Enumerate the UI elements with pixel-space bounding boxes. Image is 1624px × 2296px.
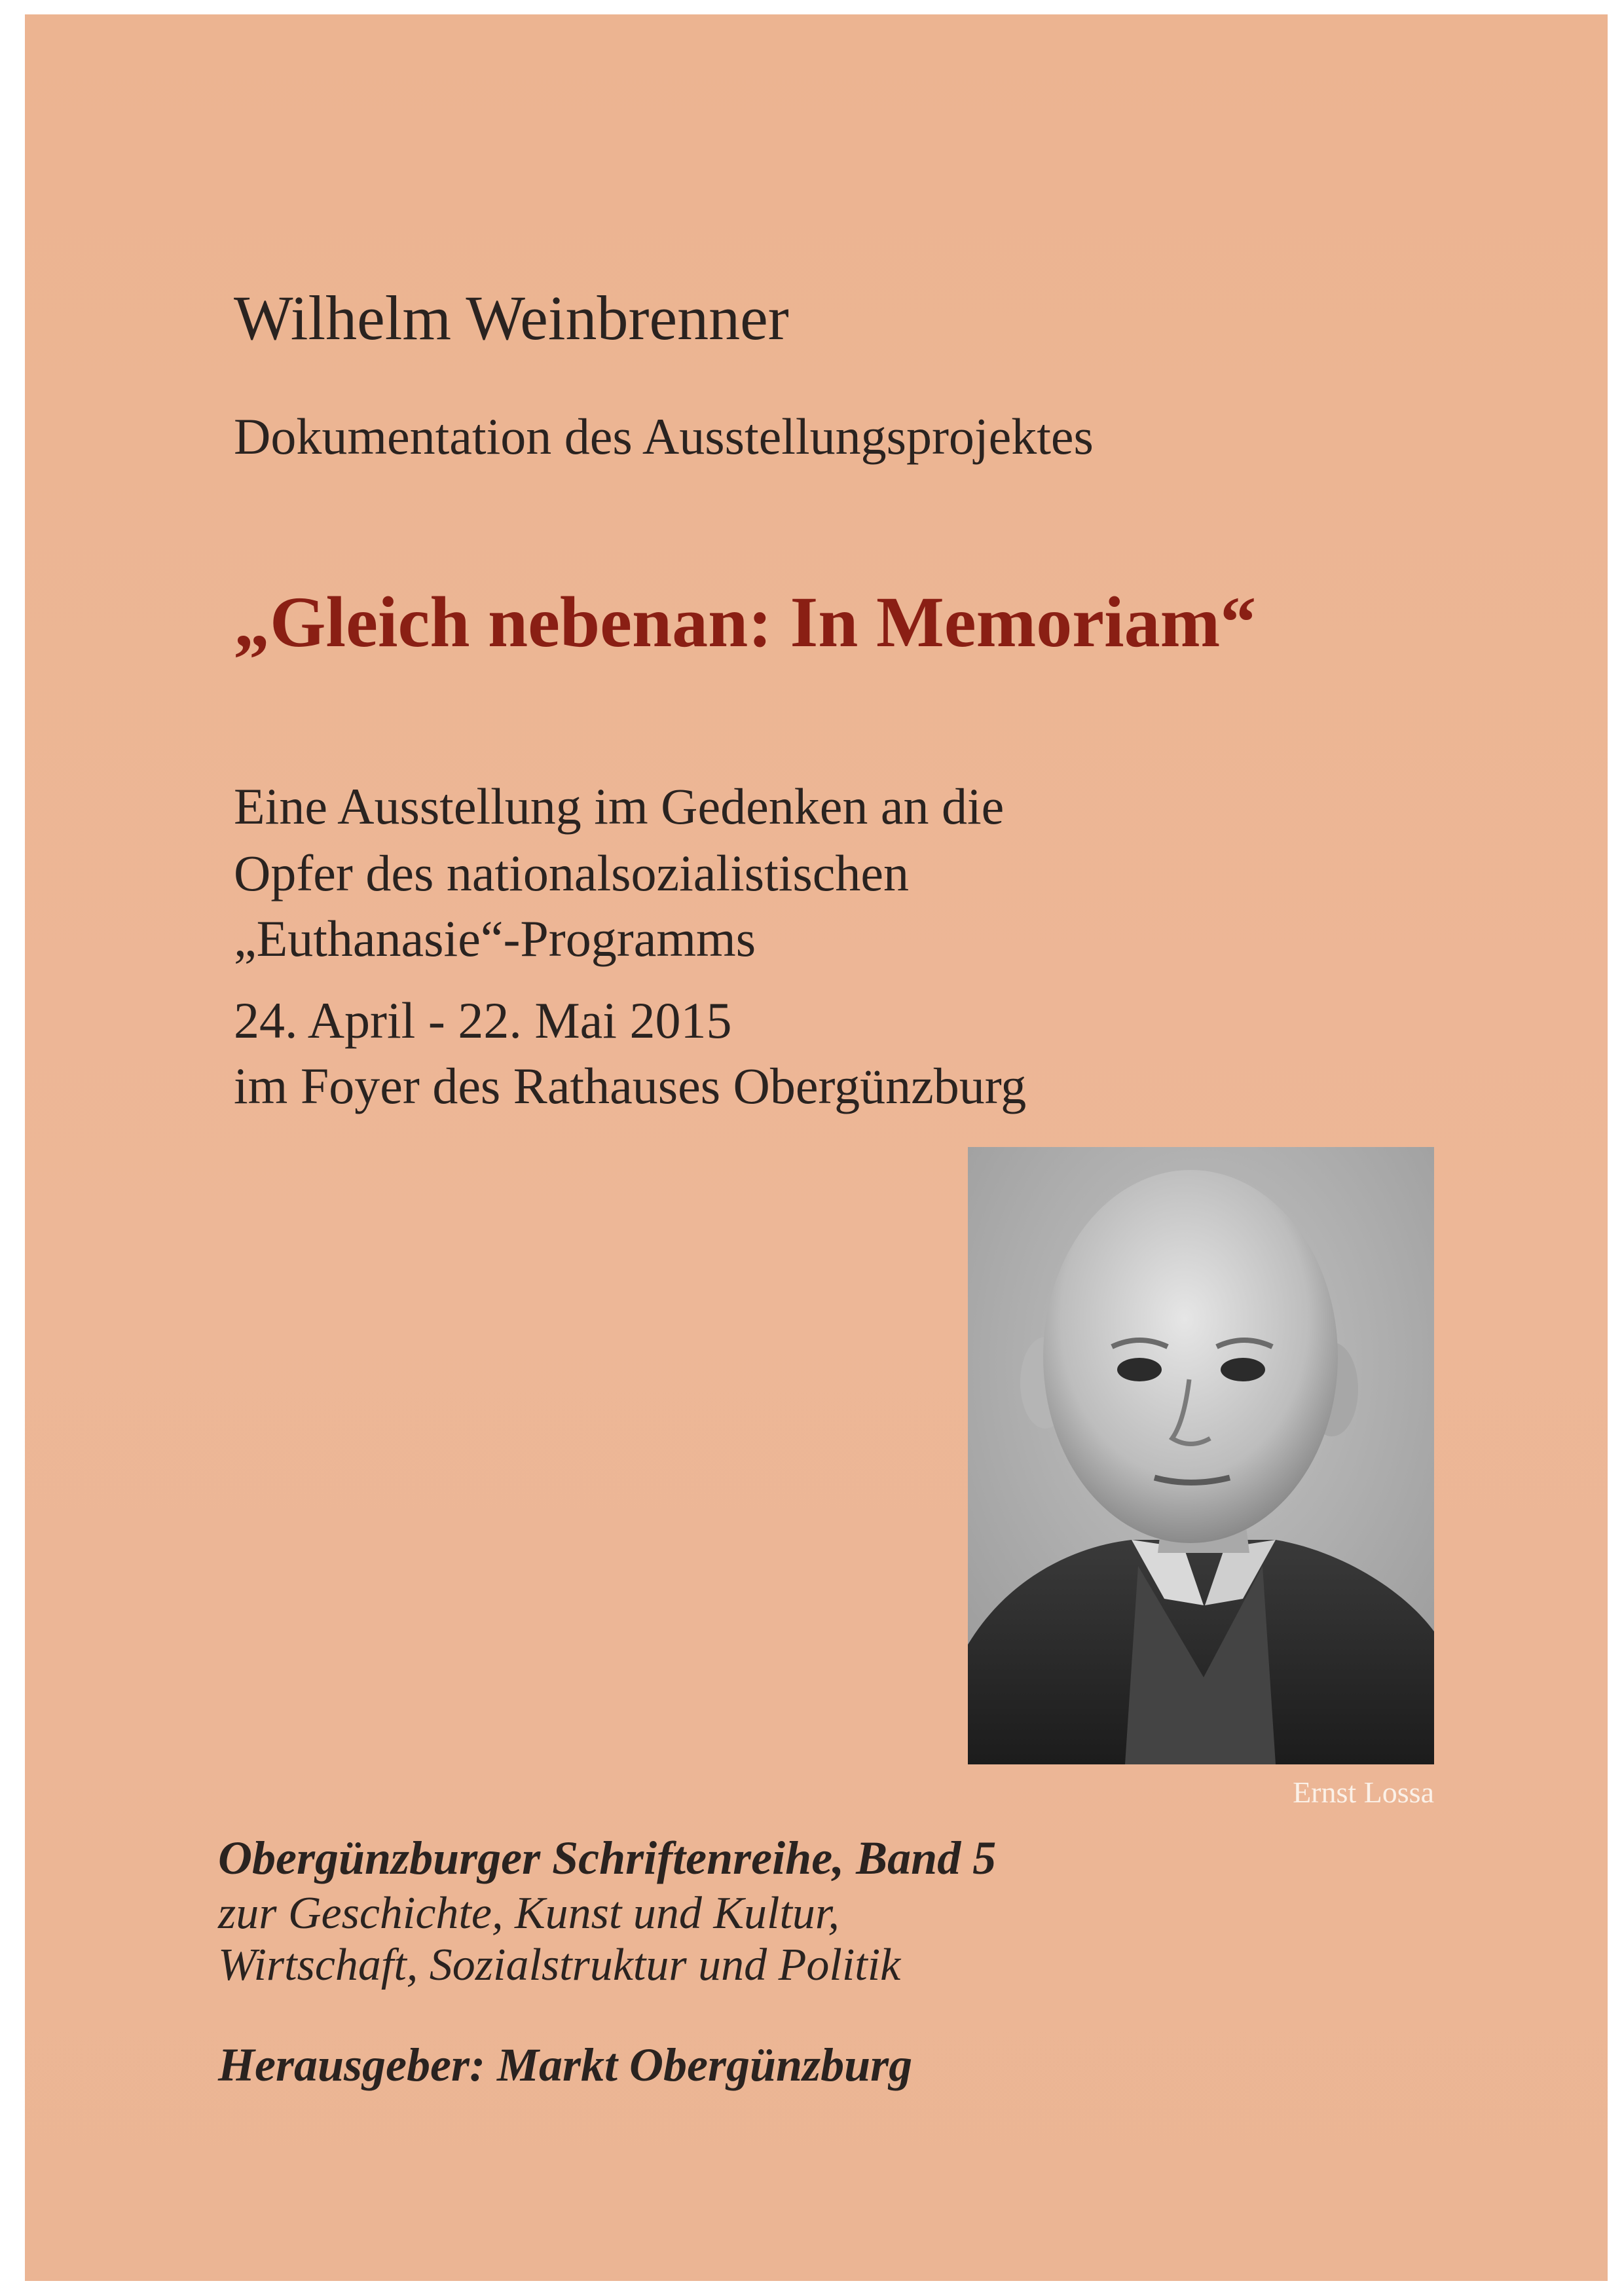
portrait-illustration xyxy=(968,1147,1434,1764)
photo-caption: Ernst Lossa xyxy=(1293,1776,1434,1809)
exhibition-title: „Gleich nebenan: In Memoriam“ xyxy=(234,582,1257,662)
portrait-photo xyxy=(968,1147,1434,1764)
exhibition-venue: im Foyer des Rathauses Obergünzburg xyxy=(234,1057,1027,1114)
subtitle-line-3: „Euthanasie“-Programms xyxy=(234,910,756,967)
subtitle-line-1: Eine Ausstellung im Gedenken an die xyxy=(234,778,1005,835)
series-line-2: Wirtschaft, Sozialstruktur und Politik xyxy=(218,1940,901,1990)
documentation-line: Dokumentation des Ausstellungsprojektes xyxy=(234,408,1094,465)
publisher-line: Herausgeber: Markt Obergünzburg xyxy=(218,2039,913,2091)
series-line-1: zur Geschichte, Kunst und Kultur, xyxy=(218,1888,840,1939)
series-title: Obergünzburger Schriftenreihe, Band 5 xyxy=(218,1832,997,1884)
exhibition-dates: 24. April - 22. Mai 2015 xyxy=(234,992,732,1049)
author-name: Wilhelm Weinbrenner xyxy=(234,283,789,353)
subtitle-line-2: Opfer des nationalsozialistischen xyxy=(234,845,910,902)
